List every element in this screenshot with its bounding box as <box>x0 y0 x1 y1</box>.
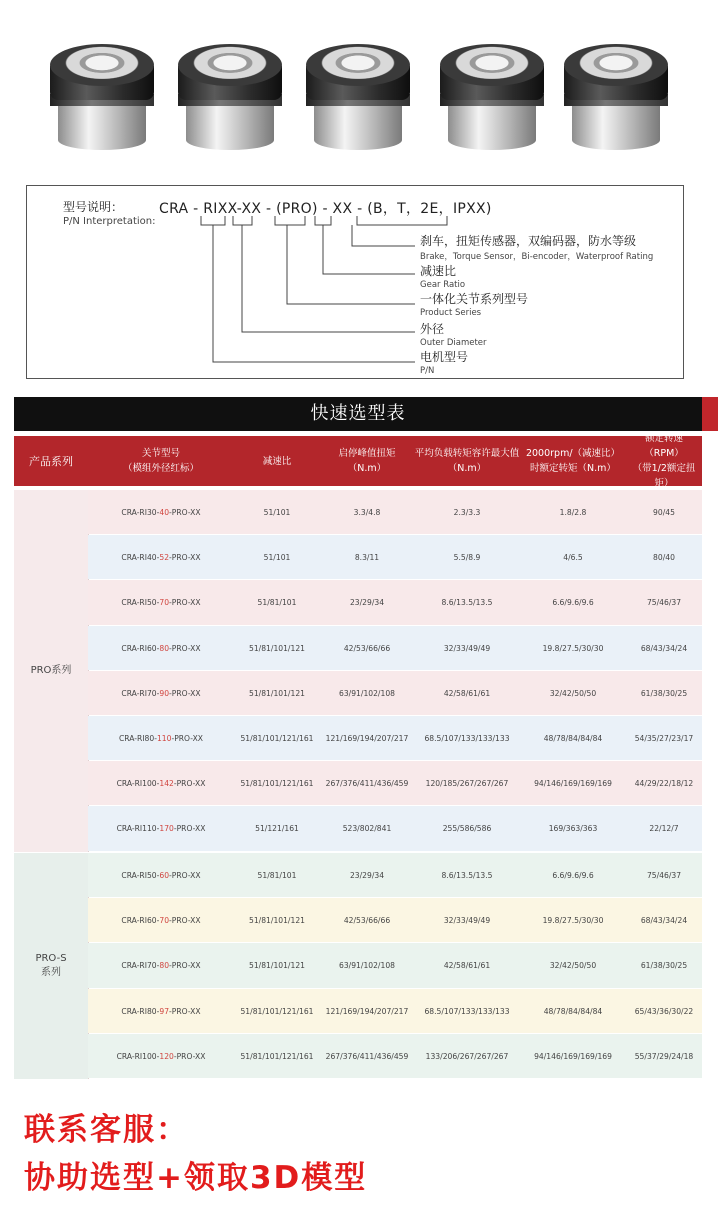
rated-speed-cell: 75/46/37 <box>646 871 682 880</box>
table-row <box>88 1034 702 1078</box>
peak-torque-cell: 267/376/411/436/459 <box>325 779 409 789</box>
model-prefix: CRA-RI50- <box>121 871 160 880</box>
model-diameter-red: 110 <box>156 734 172 743</box>
rated-torque-cell: 169/363/363 <box>548 824 598 834</box>
ratio-cell: 51/81/101/121 <box>249 961 305 971</box>
avg-torque-cell: 133/206/267/267/267 <box>425 1051 509 1061</box>
model-diameter-red: 60 <box>159 871 170 880</box>
ratio-cell: 51/121/161 <box>255 824 299 834</box>
rated-torque-cell: 48/78/84/84/84 <box>543 1006 603 1016</box>
header-line: 产品系列 <box>29 454 73 468</box>
model-prefix: CRA-RI60- <box>121 643 160 653</box>
model-prefix: CRA-RI80- <box>118 734 157 743</box>
model-diameter-red: 170 <box>159 824 174 834</box>
rated-torque-cell: 19.8/27.5/30/30 <box>542 643 604 653</box>
avg-torque-cell: 68.5/107/133/133/133 <box>424 734 510 743</box>
table-row <box>88 853 702 897</box>
table-row <box>88 490 702 534</box>
table-title: 快速选型表 <box>14 397 702 431</box>
model-suffix: -PRO-XX <box>169 553 201 563</box>
avg-torque-cell: 8.6/13.5/13.5 <box>441 871 493 880</box>
model-prefix: CRA-RI70- <box>121 688 160 698</box>
rated-torque-cell: 1.8/2.8 <box>559 508 587 517</box>
peak-torque-cell: 121/169/194/207/217 <box>325 1006 409 1016</box>
model-diameter-red: 90 <box>159 688 170 698</box>
model-prefix: CRA-RI80- <box>121 1006 160 1016</box>
rated-speed-cell: 61/38/30/25 <box>640 688 688 698</box>
table-row <box>88 626 702 670</box>
hdr-peak-torque <box>320 436 414 486</box>
model-diameter-red: 40 <box>159 508 170 517</box>
model-diameter-red: 120 <box>159 1051 174 1061</box>
avg-torque-cell: 42/58/61/61 <box>443 688 491 698</box>
table-row <box>88 943 702 987</box>
ratio-cell: 51/81/101 <box>257 871 297 880</box>
model-cell <box>88 626 234 671</box>
model-diameter-red: 70 <box>159 598 170 608</box>
ratio-cell: 51/81/101/121 <box>249 688 305 698</box>
pn-item-label-en: P/N <box>420 366 435 376</box>
rated-torque-cell: 32/42/50/50 <box>549 688 597 698</box>
model-prefix: CRA-RI110- <box>116 824 160 834</box>
series-cell <box>14 853 89 1079</box>
model-cell <box>88 989 234 1034</box>
ratio-cell: 51/101 <box>263 553 291 563</box>
rated-torque-cell: 19.8/27.5/30/30 <box>542 916 604 926</box>
table-row <box>88 761 702 805</box>
avg-torque-cell: 8.6/13.5/13.5 <box>441 598 493 608</box>
model-diameter-red: 97 <box>159 1006 170 1016</box>
peak-torque-cell: 63/91/102/108 <box>339 688 395 698</box>
rated-speed-cell: 61/38/30/25 <box>640 961 688 971</box>
ratio-cell: 51/81/101/121 <box>249 916 305 926</box>
pn-interpretation-box <box>26 185 684 379</box>
table-row <box>88 535 702 579</box>
rated-torque-cell: 94/146/169/169/169 <box>534 779 612 789</box>
rated-torque-cell: 94/146/169/169/169 <box>534 1051 612 1061</box>
model-cell <box>88 535 234 580</box>
pn-item-gear-ratio <box>420 262 465 290</box>
model-cell <box>88 943 234 988</box>
model-cell <box>88 671 234 716</box>
rated-torque-cell: 4/6.5 <box>563 553 583 563</box>
header-line: （模组外径红标） <box>122 463 199 474</box>
model-diameter-red: 70 <box>159 916 170 926</box>
avg-torque-cell: 42/58/61/61 <box>443 961 491 971</box>
table-row <box>88 898 702 942</box>
ratio-cell: 51/81/101/121/161 <box>240 779 314 789</box>
model-suffix: -PRO-XX <box>169 961 201 971</box>
header-line: （N.m） <box>447 463 487 474</box>
avg-torque-cell: 5.5/8.9 <box>453 553 481 563</box>
model-prefix: CRA-RI60- <box>121 916 160 926</box>
series-name: PRO系列 <box>30 664 72 676</box>
model-suffix: -PRO-XX <box>173 1051 206 1061</box>
rated-torque-cell: 6.6/9.6/9.6 <box>552 598 594 608</box>
header-line: 额定转速 <box>644 433 683 444</box>
hdr-ratio <box>234 436 320 486</box>
hdr-model <box>88 436 234 486</box>
product-image-1 <box>46 38 158 158</box>
model-diameter-red: 80 <box>159 961 170 971</box>
product-images <box>40 38 680 166</box>
pn-item-label-cn: 减速比 <box>420 264 457 278</box>
header-line: 平均负载转矩容许最大值 <box>414 448 520 459</box>
model-cell <box>88 761 234 806</box>
hdr-rated-torque <box>520 436 626 486</box>
model-diameter-red: 142 <box>159 779 174 789</box>
peak-torque-cell: 23/29/34 <box>349 598 385 608</box>
pn-item-label-cn: 一体化关节系列型号 <box>420 292 529 306</box>
rated-speed-cell: 90/45 <box>653 508 675 517</box>
product-image-5 <box>560 38 672 158</box>
header-line: 时额定转矩（N.m） <box>530 463 616 474</box>
rated-torque-cell: 6.6/9.6/9.6 <box>552 871 594 880</box>
model-cell <box>88 716 234 761</box>
ratio-cell: 51/81/101 <box>257 598 297 608</box>
product-image-3 <box>302 38 414 158</box>
rated-speed-cell: 80/40 <box>653 553 675 563</box>
series-name: 系列 <box>41 967 61 978</box>
model-diameter-red: 80 <box>159 643 170 653</box>
pn-item-label-cn: 刹车，扭矩传感器，双编码器，防水等级 <box>420 234 637 248</box>
ratio-cell: 51/81/101/121/161 <box>240 1051 314 1061</box>
title-accent-bar <box>702 397 718 431</box>
header-line: （带1/2额定扭矩） <box>632 463 696 489</box>
hdr-avg-torque <box>414 436 520 486</box>
model-prefix: CRA-RI30- <box>121 508 160 517</box>
rated-torque-cell: 32/42/50/50 <box>549 961 597 971</box>
model-suffix: -PRO-XX <box>169 643 201 653</box>
table-row <box>88 806 702 850</box>
header-line: 2000rpm/（减速比） <box>525 448 621 459</box>
model-prefix: CRA-RI100- <box>116 1051 160 1061</box>
header-line: 关节型号 <box>141 448 180 459</box>
peak-torque-cell: 267/376/411/436/459 <box>325 1051 409 1061</box>
peak-torque-cell: 3.3/4.8 <box>353 508 381 517</box>
pn-item-label-en: Outer Diameter <box>420 338 487 348</box>
pn-bracket-lines <box>27 186 685 380</box>
model-diameter-red: 52 <box>159 553 170 563</box>
rated-speed-cell: 65/43/36/30/22 <box>634 1006 694 1016</box>
header-line: （N.m） <box>347 463 387 474</box>
peak-torque-cell: 8.3/11 <box>354 553 380 563</box>
pn-title-en: P/N Interpretation: <box>63 216 156 227</box>
pn-item-options <box>420 232 653 262</box>
peak-torque-cell: 121/169/194/207/217 <box>325 734 409 743</box>
model-prefix: CRA-RI70- <box>121 961 160 971</box>
table-row <box>88 580 702 624</box>
rated-speed-cell: 68/43/34/24 <box>640 916 688 926</box>
peak-torque-cell: 23/29/34 <box>349 871 385 880</box>
table-row <box>88 716 702 760</box>
pn-item-label-en: Product Series <box>420 308 482 318</box>
model-cell <box>88 580 234 625</box>
pn-title-cn: 型号说明： <box>63 200 124 214</box>
avg-torque-cell: 32/33/49/49 <box>443 643 491 653</box>
pn-item-product-series <box>420 290 528 318</box>
header-line: （RPM） <box>644 448 684 459</box>
series-name: PRO-S <box>35 953 67 964</box>
rated-torque-cell: 48/78/84/84/84 <box>543 734 603 743</box>
peak-torque-cell: 42/53/66/66 <box>343 643 391 653</box>
model-suffix: -PRO-XX <box>169 1006 201 1016</box>
product-image-2 <box>174 38 286 158</box>
model-cell <box>88 898 234 943</box>
model-suffix: -PRO-XX <box>171 734 204 743</box>
ratio-cell: 51/101 <box>263 508 291 517</box>
rated-speed-cell: 68/43/34/24 <box>640 643 688 653</box>
avg-torque-cell: 32/33/49/49 <box>443 916 491 926</box>
rated-speed-cell: 22/12/7 <box>649 824 679 834</box>
table-row <box>88 989 702 1033</box>
pn-item-label-en: Brake，Torque Sensor，Bi-encoder，Waterproof Rating <box>420 252 654 262</box>
avg-torque-cell: 120/185/267/267/267 <box>425 779 509 789</box>
pn-item-label-cn: 外径 <box>420 322 445 336</box>
table-row <box>88 671 702 715</box>
model-suffix: -PRO-XX <box>169 871 201 880</box>
model-prefix: CRA-RI40- <box>121 553 160 563</box>
ratio-cell: 51/81/101/121 <box>249 643 305 653</box>
hdr-series <box>14 436 88 486</box>
avg-torque-cell: 68.5/107/133/133/133 <box>424 1006 510 1016</box>
table-header <box>14 433 702 489</box>
model-cell <box>88 853 234 898</box>
model-prefix: CRA-RI100- <box>116 779 160 789</box>
product-image-4 <box>436 38 548 158</box>
pn-item-outer-diameter <box>420 320 487 348</box>
series-cell <box>14 490 89 852</box>
model-suffix: -PRO-XX <box>173 824 206 834</box>
model-suffix: -PRO-XX <box>169 688 201 698</box>
model-suffix: -PRO-XX <box>169 508 201 517</box>
avg-torque-cell: 255/586/586 <box>442 824 492 834</box>
peak-torque-cell: 42/53/66/66 <box>343 916 391 926</box>
selection-assist-text: 协助选型+领取3D模型 <box>24 1160 368 1196</box>
model-prefix: CRA-RI50- <box>121 598 160 608</box>
peak-torque-cell: 523/802/841 <box>342 824 392 834</box>
avg-torque-cell: 2.3/3.3 <box>453 508 481 517</box>
model-cell <box>88 490 234 535</box>
ratio-cell: 51/81/101/121/161 <box>240 1006 314 1016</box>
model-cell <box>88 806 234 851</box>
model-suffix: -PRO-XX <box>169 598 201 608</box>
header-line: 减速比 <box>262 455 292 467</box>
rated-speed-cell: 54/35/27/23/17 <box>634 734 694 743</box>
hdr-rated-speed <box>626 433 702 489</box>
pn-item-label-en: Gear Ratio <box>420 280 466 290</box>
ratio-cell: 51/81/101/121/161 <box>240 734 314 743</box>
header-line: 启停峰值扭矩 <box>338 448 396 459</box>
model-suffix: -PRO-XX <box>169 916 201 926</box>
pn-code: CRA - RIXX-XX - (PRO) - XX - (B，T，2E，IPXX) <box>159 201 492 217</box>
rated-speed-cell: 44/29/22/18/12 <box>634 779 694 789</box>
model-cell <box>88 1034 234 1079</box>
rated-speed-cell: 75/46/37 <box>646 598 682 608</box>
pn-item-label-cn: 电机型号 <box>420 350 469 364</box>
contact-service-text: 联系客服： <box>24 1112 189 1148</box>
pn-item-motor-model <box>420 348 468 376</box>
peak-torque-cell: 63/91/102/108 <box>339 961 395 971</box>
model-suffix: -PRO-XX <box>173 779 206 789</box>
rated-speed-cell: 55/37/29/24/18 <box>634 1051 694 1061</box>
